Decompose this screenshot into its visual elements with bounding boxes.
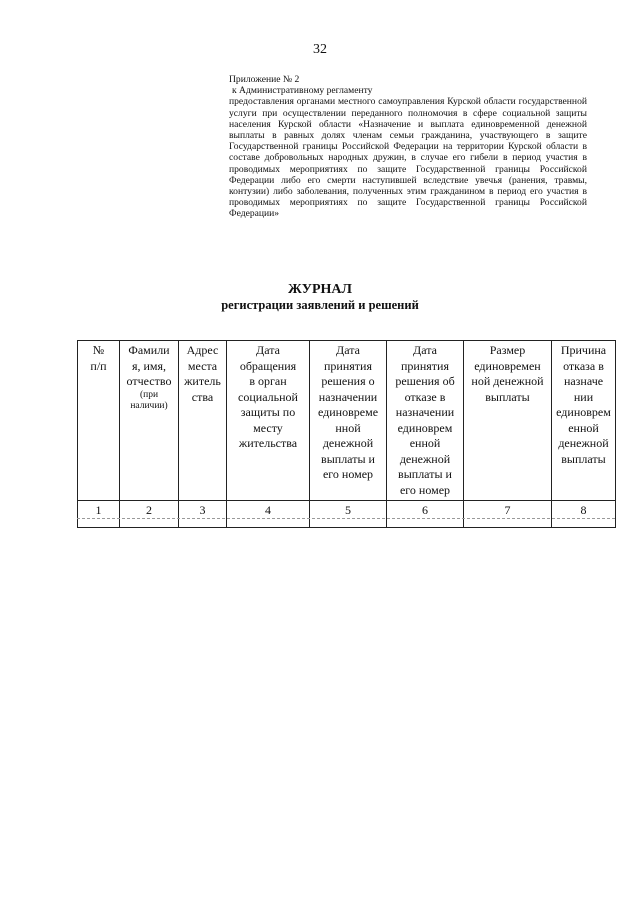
header-grant-decision-date: Дата принятия решения о назначении единовреме нной денежной выплаты и его номер [310,341,387,501]
page-number: 32 [313,42,327,57]
header-refusal-reason: Причина отказа в назначе нии единоврем енной денежной выплаты [552,341,616,501]
journal-title: ЖУРНАЛ [288,282,352,297]
column-number-cell: 3 [179,501,227,528]
register-table [77,340,616,528]
header-payment-amount: Размер единовремен ной денежной выплаты [464,341,552,501]
column-number-cell: 1 [78,501,120,528]
table-header-row [78,341,616,501]
column-number-cell: 8 [552,501,616,528]
column-number-cell: 7 [464,501,552,528]
journal-subtitle: регистрации заявлений и решений [221,298,419,312]
header-full-name: Фамили я, имя, отчество (при наличии) [120,341,179,501]
appendix-block [229,74,587,220]
header-full-name-note: (при наличии) [130,389,168,411]
header-application-date: Дата обращения в орган социальной защиты по месту жительства [227,341,310,501]
appendix-title: Приложение № 2 [229,74,300,85]
appendix-description: предоставления органами местного самоуправления Курской области государственной услуги при осуществлении переданного полномочия в сфере социальной защиты населения Курской области «Назначение и выплата единовременной денежной выплаты в равных долях членам семьи гражданина, участвующего в защите Государственной границы Российской Федерации на территории Курской области в составе добровольных народных дружин, в случае его гибели в период участия в проводимых мероприятиях по защите Государственной границы Российской Федерации либо его смерти наступившей вследствие увечья (ранения, травмы, контузии) либо заболевания, полученных этим гражданином в период его участия в проводимых мероприятиях по защите Государственной границы Российской Федерации» [229,96,587,220]
table-bottom-rule [77,518,615,519]
column-number-cell: 2 [120,501,179,528]
header-number: № п/п [78,341,120,501]
column-number-cell: 4 [227,501,310,528]
header-refusal-decision-date: Дата принятия решения об отказе в назначении единоврем енной денежной выплаты и его номер [387,341,464,501]
appendix-regulation-ref: к Административному регламенту [232,85,373,97]
column-number-cell: 6 [387,501,464,528]
column-number-cell: 5 [310,501,387,528]
header-address: Адрес места житель ства [179,341,227,501]
table-row [78,501,616,528]
